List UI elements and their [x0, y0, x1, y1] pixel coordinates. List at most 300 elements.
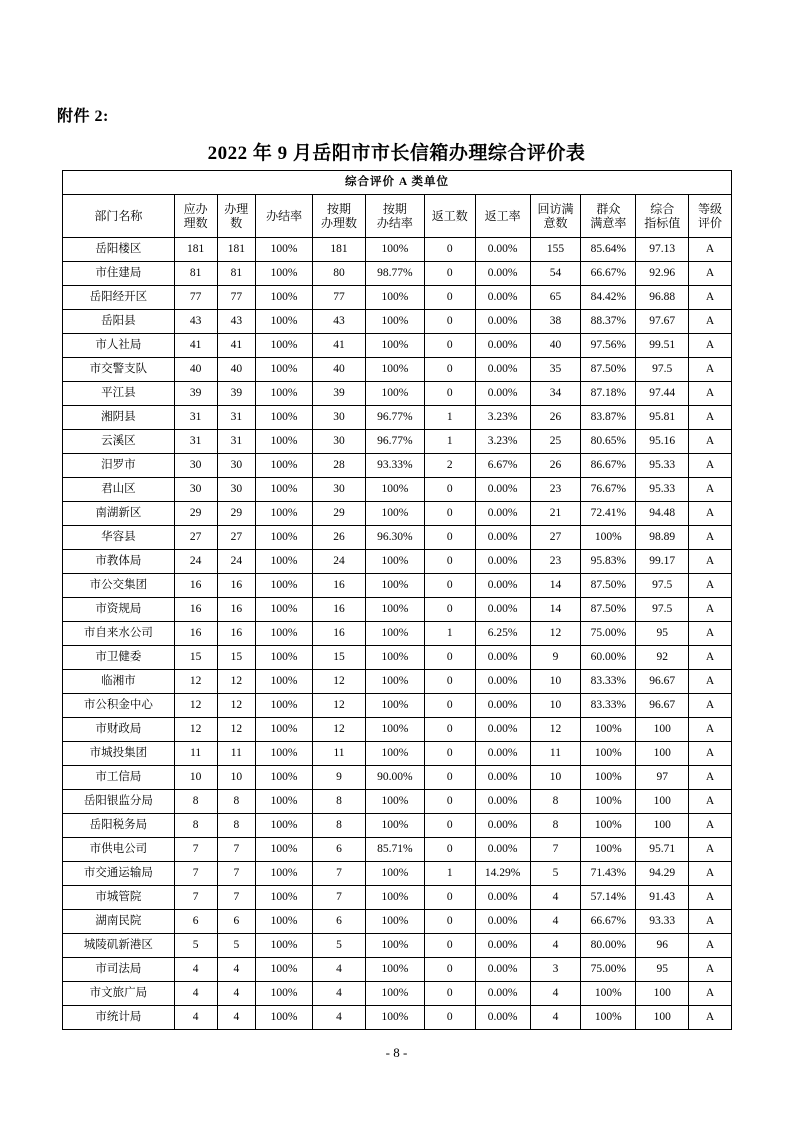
table-cell: 99.51 — [636, 334, 689, 358]
table-cell: 15 — [174, 646, 217, 670]
table-cell: 96 — [636, 934, 689, 958]
table-cell: 100% — [365, 550, 424, 574]
table-cell: 9 — [313, 766, 366, 790]
table-cell: 90.00% — [365, 766, 424, 790]
table-cell: 10 — [217, 766, 256, 790]
table-cell: 100% — [365, 622, 424, 646]
table-cell: 100% — [581, 718, 636, 742]
table-cell: 8 — [530, 814, 581, 838]
department-name-cell: 市文旅广局 — [63, 982, 175, 1006]
table-cell: 4 — [217, 982, 256, 1006]
table-cell: A — [689, 358, 732, 382]
column-header-text: 办理 数 — [224, 201, 249, 230]
table-cell: 10 — [530, 766, 581, 790]
table-cell: 100% — [256, 766, 313, 790]
table-cell: 0 — [424, 790, 475, 814]
table-cell: 0 — [424, 502, 475, 526]
table-cell: 43 — [174, 310, 217, 334]
table-cell: 0 — [424, 262, 475, 286]
table-cell: A — [689, 286, 732, 310]
table-cell: 7 — [217, 862, 256, 886]
table-cell: 100% — [581, 742, 636, 766]
table-row — [63, 238, 732, 262]
department-name-cell: 市城投集团 — [63, 742, 175, 766]
table-cell: 100% — [581, 838, 636, 862]
table-cell: 100% — [256, 886, 313, 910]
department-name-cell: 市公积金中心 — [63, 694, 175, 718]
table-cell: 87.50% — [581, 358, 636, 382]
table-row — [63, 502, 732, 526]
table-cell: 4 — [530, 982, 581, 1006]
table-cell: 100 — [636, 790, 689, 814]
table-row — [63, 934, 732, 958]
table-cell: 100% — [365, 862, 424, 886]
table-cell: 30 — [174, 478, 217, 502]
table-cell: 8 — [174, 790, 217, 814]
table-cell: A — [689, 910, 732, 934]
table-cell: A — [689, 310, 732, 334]
table-cell: 25 — [530, 430, 581, 454]
table-cell: A — [689, 430, 732, 454]
table-cell: 100% — [256, 838, 313, 862]
table-cell: 0 — [424, 310, 475, 334]
table-cell: 181 — [313, 238, 366, 262]
table-cell: A — [689, 790, 732, 814]
table-cell: 96.77% — [365, 430, 424, 454]
table-cell: 30 — [313, 478, 366, 502]
table-cell: 16 — [313, 598, 366, 622]
table-cell: 100% — [256, 430, 313, 454]
table-cell: 12 — [217, 694, 256, 718]
column-header-text: 等级 评价 — [698, 201, 723, 230]
table-cell: 100% — [365, 286, 424, 310]
table-cell: 6 — [313, 838, 366, 862]
table-cell: 0.00% — [475, 694, 530, 718]
column-header-text: 应办 理数 — [183, 201, 208, 230]
table-cell: 27 — [174, 526, 217, 550]
table-cell: 0.00% — [475, 550, 530, 574]
table-cell: 100% — [365, 238, 424, 262]
table-cell: 100% — [256, 502, 313, 526]
table-cell: 66.67% — [581, 910, 636, 934]
table-cell: 92.96 — [636, 262, 689, 286]
table-cell: 11 — [174, 742, 217, 766]
table-cell: 0 — [424, 646, 475, 670]
attachment-label: 附件 2: — [57, 108, 109, 125]
table-cell: 39 — [217, 382, 256, 406]
table-row — [63, 382, 732, 406]
table-cell: A — [689, 454, 732, 478]
table-cell: 100% — [365, 334, 424, 358]
table-cell: 12 — [530, 622, 581, 646]
table-cell: 0 — [424, 550, 475, 574]
table-cell: 11 — [530, 742, 581, 766]
table-cell: 12 — [313, 694, 366, 718]
table-cell: 10 — [530, 694, 581, 718]
table-row — [63, 670, 732, 694]
department-name-cell: 市公交集团 — [63, 574, 175, 598]
table-cell: 0 — [424, 766, 475, 790]
column-header — [530, 195, 581, 238]
table-cell: 100% — [365, 310, 424, 334]
table-cell: 97.13 — [636, 238, 689, 262]
department-name-cell: 市城管院 — [63, 886, 175, 910]
table-cell: 4 — [313, 958, 366, 982]
table-cell: 7 — [217, 838, 256, 862]
table-cell: 96.30% — [365, 526, 424, 550]
table-cell: 97 — [636, 766, 689, 790]
table-row — [63, 454, 732, 478]
table-row — [63, 742, 732, 766]
table-cell: 0.00% — [475, 598, 530, 622]
table-cell: 87.50% — [581, 574, 636, 598]
table-cell: 100% — [365, 382, 424, 406]
table-cell: 0 — [424, 382, 475, 406]
table-cell: 100% — [256, 478, 313, 502]
table-cell: 0.00% — [475, 982, 530, 1006]
table-cell: 16 — [313, 574, 366, 598]
table-cell: 12 — [530, 718, 581, 742]
table-cell: 12 — [174, 670, 217, 694]
table-cell: 181 — [217, 238, 256, 262]
table-cell: 40 — [530, 334, 581, 358]
table-cell: 0.00% — [475, 814, 530, 838]
table-cell: 92 — [636, 646, 689, 670]
column-header-text: 按期 办结率 — [376, 201, 413, 230]
table-cell: 5 — [174, 934, 217, 958]
table-cell: 100% — [365, 958, 424, 982]
table-cell: 4 — [530, 934, 581, 958]
table-row — [63, 430, 732, 454]
department-name-cell: 市人社局 — [63, 334, 175, 358]
table-cell: 98.77% — [365, 262, 424, 286]
table-cell: 24 — [174, 550, 217, 574]
table-cell: A — [689, 862, 732, 886]
table-cell: 100% — [256, 406, 313, 430]
department-name-cell: 湖南民院 — [63, 910, 175, 934]
column-header-text: 群众 满意率 — [590, 201, 627, 230]
table-cell: 0 — [424, 574, 475, 598]
table-row — [63, 598, 732, 622]
table-cell: A — [689, 838, 732, 862]
table-cell: 12 — [217, 670, 256, 694]
table-cell: 29 — [174, 502, 217, 526]
table-cell: 4 — [174, 1006, 217, 1030]
table-cell: 5 — [530, 862, 581, 886]
table-cell: 0.00% — [475, 526, 530, 550]
table-cell: 97.5 — [636, 574, 689, 598]
table-cell: 4 — [174, 958, 217, 982]
table-cell: 96.67 — [636, 670, 689, 694]
table-cell: A — [689, 670, 732, 694]
table-cell: 29 — [313, 502, 366, 526]
table-cell: 0.00% — [475, 502, 530, 526]
department-name-cell: 临湘市 — [63, 670, 175, 694]
table-cell: 0 — [424, 670, 475, 694]
table-cell: 100% — [256, 862, 313, 886]
table-cell: 0 — [424, 694, 475, 718]
table-cell: 6 — [217, 910, 256, 934]
table-cell: 0 — [424, 238, 475, 262]
table-cell: 100% — [365, 718, 424, 742]
table-cell: 100% — [256, 238, 313, 262]
table-cell: 95.16 — [636, 430, 689, 454]
table-cell: 81 — [217, 262, 256, 286]
table-cell: 0.00% — [475, 382, 530, 406]
table-cell: 93.33% — [365, 454, 424, 478]
column-header — [313, 195, 366, 238]
table-cell: 100% — [256, 358, 313, 382]
table-cell: 100% — [256, 670, 313, 694]
table-cell: 14.29% — [475, 862, 530, 886]
table-cell: 0 — [424, 886, 475, 910]
table-cell: A — [689, 1006, 732, 1030]
table-cell: 8 — [313, 790, 366, 814]
table-cell: 31 — [217, 430, 256, 454]
table-cell: 100% — [256, 742, 313, 766]
table-cell: 100 — [636, 814, 689, 838]
table-row — [63, 790, 732, 814]
table-cell: 100% — [256, 694, 313, 718]
table-cell: A — [689, 574, 732, 598]
table-cell: 100% — [581, 814, 636, 838]
table-cell: 4 — [313, 982, 366, 1006]
table-cell: 97.44 — [636, 382, 689, 406]
evaluation-table — [62, 170, 732, 1030]
table-cell: 80.65% — [581, 430, 636, 454]
department-name-cell: 市资规局 — [63, 598, 175, 622]
table-row — [63, 958, 732, 982]
table-cell: 0 — [424, 286, 475, 310]
table-cell: 31 — [174, 406, 217, 430]
table-cell: 66.67% — [581, 262, 636, 286]
table-cell: 57.14% — [581, 886, 636, 910]
table-cell: 76.67% — [581, 478, 636, 502]
table-cell: 10 — [174, 766, 217, 790]
table-cell: 40 — [174, 358, 217, 382]
department-name-cell: 岳阳银监分局 — [63, 790, 175, 814]
table-cell: A — [689, 502, 732, 526]
table-cell: 100 — [636, 982, 689, 1006]
column-header — [581, 195, 636, 238]
table-row — [63, 814, 732, 838]
table-cell: 15 — [217, 646, 256, 670]
table-cell: A — [689, 814, 732, 838]
column-header-text: 返工数 — [431, 208, 468, 223]
column-header — [217, 195, 256, 238]
table-cell: 100% — [365, 574, 424, 598]
table-cell: 0.00% — [475, 886, 530, 910]
department-name-cell: 市工信局 — [63, 766, 175, 790]
table-cell: 94.48 — [636, 502, 689, 526]
table-cell: 100% — [256, 598, 313, 622]
table-cell: 41 — [217, 334, 256, 358]
table-cell: 87.50% — [581, 598, 636, 622]
table-cell: 96.67 — [636, 694, 689, 718]
table-cell: 0 — [424, 1006, 475, 1030]
table-cell: 100% — [365, 910, 424, 934]
table-cell: 0.00% — [475, 838, 530, 862]
table-cell: 16 — [217, 598, 256, 622]
table-cell: 100% — [365, 694, 424, 718]
table-cell: 97.5 — [636, 598, 689, 622]
table-cell: A — [689, 622, 732, 646]
table-cell: 0 — [424, 358, 475, 382]
table-cell: A — [689, 334, 732, 358]
table-cell: 1 — [424, 862, 475, 886]
column-header — [424, 195, 475, 238]
column-header — [256, 195, 313, 238]
table-cell: 100% — [581, 766, 636, 790]
table-cell: 28 — [313, 454, 366, 478]
column-header — [174, 195, 217, 238]
table-row — [63, 526, 732, 550]
table-cell: 100% — [256, 910, 313, 934]
table-cell: 26 — [530, 454, 581, 478]
table-cell: 98.89 — [636, 526, 689, 550]
table-cell: 0 — [424, 718, 475, 742]
department-name-cell: 市交警支队 — [63, 358, 175, 382]
department-name-cell: 君山区 — [63, 478, 175, 502]
table-cell: 77 — [174, 286, 217, 310]
table-cell: 97.5 — [636, 358, 689, 382]
table-cell: 23 — [530, 478, 581, 502]
table-row — [63, 694, 732, 718]
table-cell: 54 — [530, 262, 581, 286]
evaluation-table-container — [62, 170, 732, 1030]
table-cell: 43 — [313, 310, 366, 334]
table-cell: 26 — [313, 526, 366, 550]
table-cell: 0 — [424, 838, 475, 862]
table-cell: A — [689, 982, 732, 1006]
table-row — [63, 766, 732, 790]
table-cell: 95.81 — [636, 406, 689, 430]
table-cell: 41 — [174, 334, 217, 358]
table-cell: 95.71 — [636, 838, 689, 862]
column-header — [636, 195, 689, 238]
table-row — [63, 358, 732, 382]
department-name-cell: 市司法局 — [63, 958, 175, 982]
table-cell: A — [689, 382, 732, 406]
table-cell: 27 — [217, 526, 256, 550]
table-cell: 80 — [313, 262, 366, 286]
table-cell: 100% — [365, 1006, 424, 1030]
table-cell: 7 — [530, 838, 581, 862]
table-cell: 95.33 — [636, 478, 689, 502]
column-header — [689, 195, 732, 238]
table-cell: A — [689, 262, 732, 286]
table-row — [63, 286, 732, 310]
table-cell: 0.00% — [475, 238, 530, 262]
table-row — [63, 262, 732, 286]
table-cell: 100 — [636, 1006, 689, 1030]
table-cell: 85.71% — [365, 838, 424, 862]
table-cell: 0 — [424, 958, 475, 982]
table-cell: 8 — [313, 814, 366, 838]
table-cell: 4 — [530, 1006, 581, 1030]
table-cell: 100% — [256, 550, 313, 574]
table-cell: 31 — [217, 406, 256, 430]
table-cell: 0 — [424, 910, 475, 934]
table-cell: 5 — [313, 934, 366, 958]
table-cell: 72.41% — [581, 502, 636, 526]
table-row — [63, 478, 732, 502]
table-cell: 100% — [365, 598, 424, 622]
table-cell: 16 — [174, 622, 217, 646]
table-cell: 83.33% — [581, 694, 636, 718]
table-cell: 40 — [313, 358, 366, 382]
table-cell: 100% — [256, 790, 313, 814]
table-cell: 4 — [217, 1006, 256, 1030]
table-cell: 30 — [174, 454, 217, 478]
table-cell: 100% — [256, 286, 313, 310]
table-cell: 100% — [256, 958, 313, 982]
table-cell: 4 — [174, 982, 217, 1006]
department-name-cell: 市卫健委 — [63, 646, 175, 670]
table-row — [63, 550, 732, 574]
table-cell: 83.87% — [581, 406, 636, 430]
table-cell: 100% — [256, 982, 313, 1006]
table-cell: 1 — [424, 406, 475, 430]
table-cell: 0 — [424, 598, 475, 622]
table-cell: 16 — [174, 574, 217, 598]
table-cell: 85.64% — [581, 238, 636, 262]
table-cell: 5 — [217, 934, 256, 958]
table-cell: 38 — [530, 310, 581, 334]
table-row — [63, 838, 732, 862]
table-cell: 95 — [636, 958, 689, 982]
table-cell: 12 — [217, 718, 256, 742]
table-cell: 0.00% — [475, 478, 530, 502]
table-cell: 0 — [424, 742, 475, 766]
table-cell: 60.00% — [581, 646, 636, 670]
table-cell: 75.00% — [581, 958, 636, 982]
table-row — [63, 334, 732, 358]
table-cell: 155 — [530, 238, 581, 262]
page-title: 2022 年 9 月岳阳市市长信箱办理综合评价表 — [207, 143, 586, 164]
table-cell: 0 — [424, 478, 475, 502]
table-cell: 0.00% — [475, 766, 530, 790]
table-cell: A — [689, 526, 732, 550]
table-row — [63, 886, 732, 910]
table-cell: 0.00% — [475, 358, 530, 382]
department-name-cell: 岳阳经开区 — [63, 286, 175, 310]
table-cell: 100% — [256, 526, 313, 550]
table-cell: 0 — [424, 526, 475, 550]
table-cell: 100% — [256, 814, 313, 838]
table-cell: 11 — [313, 742, 366, 766]
department-name-cell: 华容县 — [63, 526, 175, 550]
table-cell: 100% — [256, 382, 313, 406]
table-cell: 95.83% — [581, 550, 636, 574]
table-row — [63, 310, 732, 334]
table-cell: 100% — [256, 310, 313, 334]
table-cell: A — [689, 550, 732, 574]
table-cell: 0.00% — [475, 334, 530, 358]
table-cell: 100% — [365, 934, 424, 958]
table-cell: 0 — [424, 334, 475, 358]
table-row — [63, 862, 732, 886]
department-name-cell: 汨罗市 — [63, 454, 175, 478]
table-cell: 97.56% — [581, 334, 636, 358]
table-cell: 9 — [530, 646, 581, 670]
table-cell: 100% — [256, 1006, 313, 1030]
table-cell: 6 — [313, 910, 366, 934]
table-cell: 100% — [365, 886, 424, 910]
table-cell: 0.00% — [475, 286, 530, 310]
table-cell: A — [689, 238, 732, 262]
table-cell: 100% — [256, 622, 313, 646]
